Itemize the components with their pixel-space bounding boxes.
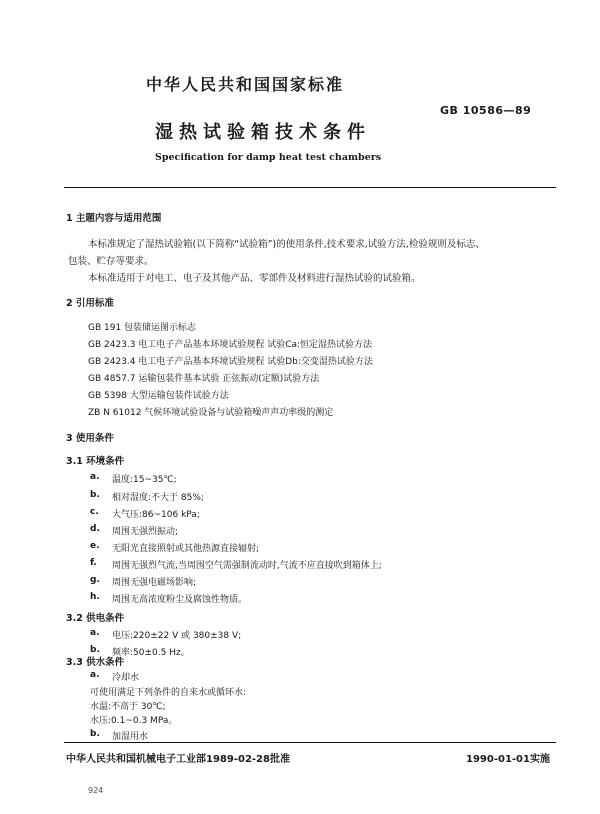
implementation-date: 1990-01-01实施 <box>466 754 550 765</box>
list-item-label: a. <box>90 628 100 638</box>
section-1-heading: 1 主题内容与适用范围 <box>66 213 162 224</box>
page-number: 924 <box>88 786 104 795</box>
reference-item: GB 2423.4 电工电子产品基本环境试验规程 试验Db:交变湿热试验方法 <box>88 357 373 367</box>
footer-divider <box>64 742 556 743</box>
reference-item: ZB N 61012 气候环境试验设备与试验箱噪声声功率级的测定 <box>88 408 334 418</box>
list-item: 周围无高浓度粉尘及腐蚀性物质。 <box>112 595 248 605</box>
section-3-heading: 3 使用条件 <box>66 433 114 444</box>
list-item-label: h. <box>90 592 100 602</box>
list-item: 加湿用水 <box>112 732 149 742</box>
section-3-2-heading: 3.2 供电条件 <box>66 613 125 624</box>
list-item-label: a. <box>90 472 100 482</box>
list-item: 频率:50±0.5 Hz。 <box>112 648 190 658</box>
document-title-english: Specification for damp heat test chambers <box>155 152 382 163</box>
list-item: 电压:220±22 V 或 380±38 V; <box>112 631 242 641</box>
list-item: 大气压:86~106 kPa; <box>112 510 200 520</box>
list-item-label: g. <box>90 575 100 585</box>
list-item: 周围无强烈气流,当周围空气需强制流动时,气流不应直接吹到箱体上; <box>112 561 382 571</box>
section-1-para-2: 本标准适用于对电工、电子及其他产品、零部件及材料进行湿热试验的试验箱。 <box>88 273 421 284</box>
list-item: 周围无强烈振动; <box>112 527 179 537</box>
list-item: 相对湿度:不大于 85%; <box>112 493 204 503</box>
list-item-label: f. <box>90 558 97 568</box>
list-item-label: b. <box>90 490 100 500</box>
header-divider <box>64 187 556 188</box>
document-title: 湿热试验箱技术条件 <box>155 122 371 143</box>
list-item-label: d. <box>90 524 100 534</box>
reference-item: GB 4857.7 运输包装件基本试验 正弦振动(定额)试验方法 <box>88 374 320 384</box>
section-3-1-heading: 3.1 环境条件 <box>66 456 125 467</box>
list-item: 周围无强电磁场影响; <box>112 578 197 588</box>
water-pressure: 水压:0.1~0.3 MPa。 <box>90 713 177 726</box>
section-3-3-heading: 3.3 供水条件 <box>66 657 125 668</box>
standard-code: GB 10586—89 <box>440 104 532 117</box>
list-item: 无阳光直接照射或其他热源直接辐射; <box>112 544 260 554</box>
list-item-label: a. <box>90 670 100 680</box>
reference-item: GB 191 包装储运图示标志 <box>88 323 197 333</box>
list-item: 冷却水 <box>112 673 140 683</box>
section-1-para-1-line-2: 包装、贮存等要求。 <box>68 256 154 267</box>
reference-item: GB 2423.3 电工电子产品基本环境试验规程 试验Ca:恒定湿热试验方法 <box>88 340 373 350</box>
section-1-para-1-line-1: 本标准规定了湿热试验箱(以下简称“试验箱”)的使用条件,技术要求,试验方法,检验规则及标志、 <box>88 239 485 250</box>
list-item-label: b. <box>90 645 100 655</box>
reference-item: GB 5398 大型运输包装件试验方法 <box>88 391 229 401</box>
list-item-label: c. <box>90 507 99 517</box>
list-item: 温度:15~35℃; <box>112 475 177 485</box>
approval-statement: 中华人民共和国机械电子工业部1989-02-28批准 <box>66 754 290 765</box>
water-temperature: 水温:不高于 30℃; <box>90 702 166 712</box>
water-conditions-intro: 可使用满足下列条件的自来水或循环水: <box>90 688 247 698</box>
list-item-label: e. <box>90 541 100 551</box>
section-2-heading: 2 引用标准 <box>66 298 114 309</box>
standard-org-title: 中华人民共和国国家标准 <box>146 75 345 94</box>
list-item-label: b. <box>90 729 100 739</box>
